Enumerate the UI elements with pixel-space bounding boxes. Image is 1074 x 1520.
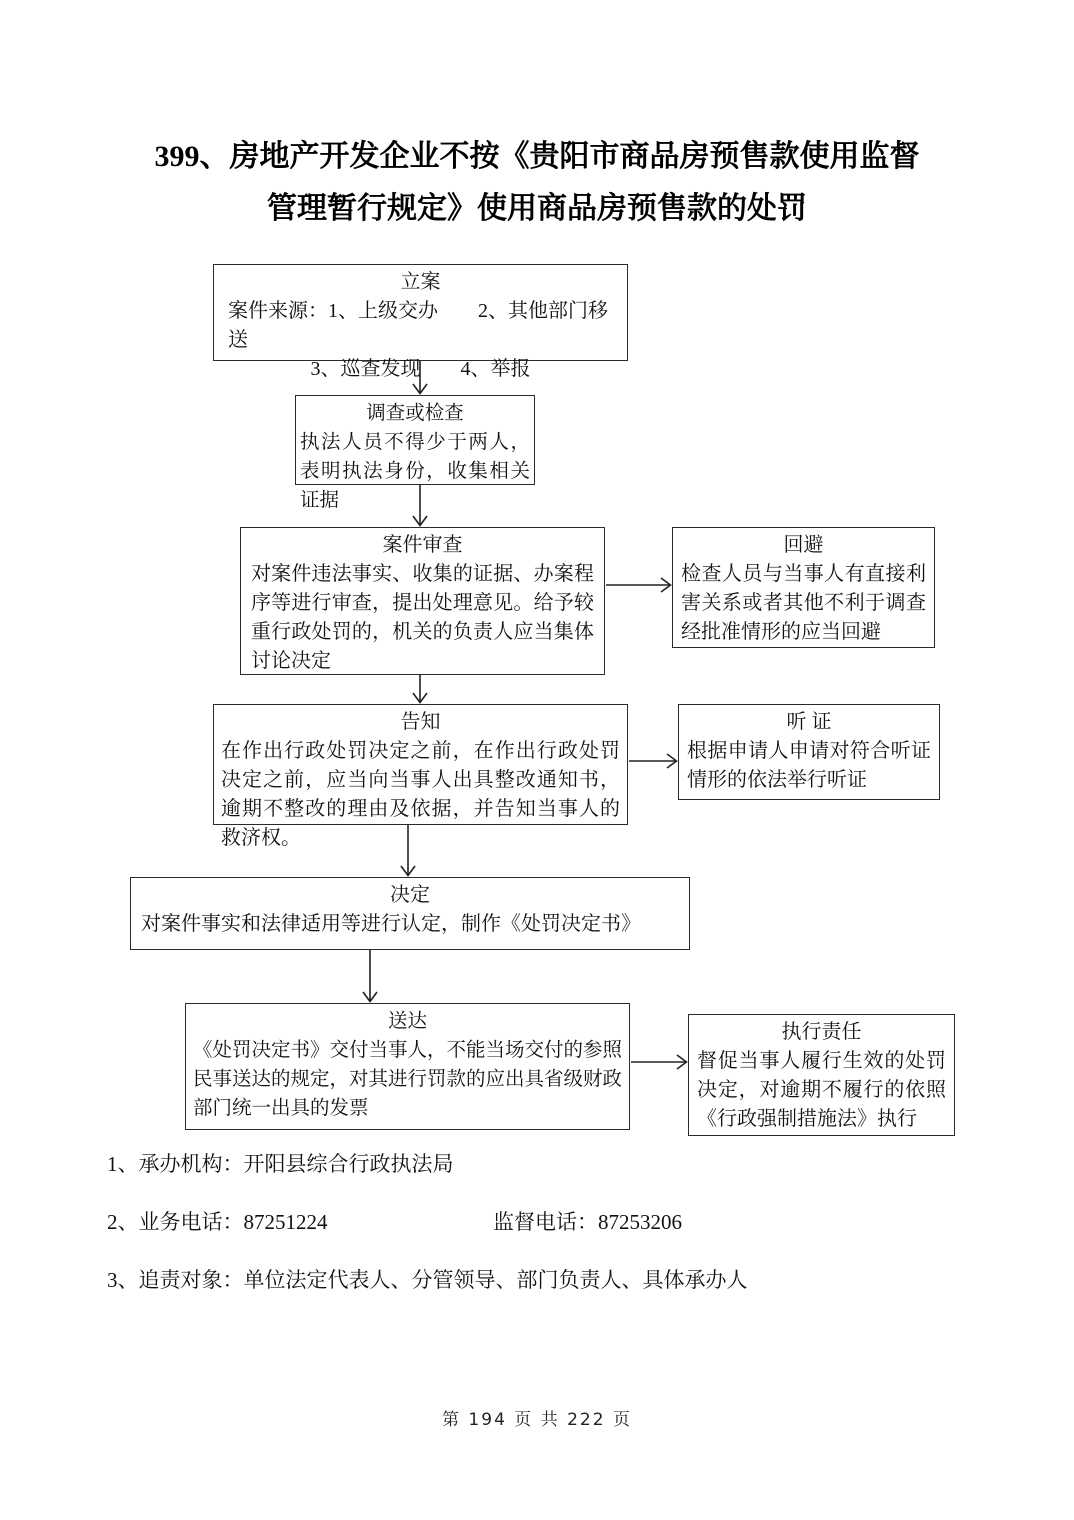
flow-box-decision-body: 对案件事实和法律适用等进行认定，制作《处罚决定书》 (141, 913, 641, 935)
flow-box-recusal (672, 527, 935, 648)
page-title (0, 131, 1074, 235)
flow-box-case-review-body: 对案件违法事实、收集的证据、办案程序等进行审查，提出处理意见。给予较重行政处罚的，机关的负责人应当集体讨论决定 (251, 563, 594, 672)
arrow-down-3 (409, 675, 431, 704)
flow-box-investigation (295, 395, 535, 511)
flow-box-recusal-title: 回避 (783, 534, 824, 556)
page-title-line2: 管理暂行规定》使用商品房预售款的处罚 (267, 192, 807, 225)
flow-box-enforcement-body: 督促当事人履行生效的处罚决定，对逾期不履行的依照《行政强制措施法》执行 (697, 1050, 946, 1130)
flow-box-decision-title: 决定 (390, 884, 430, 906)
flow-box-notification (213, 704, 628, 849)
flow-box-case-review (240, 527, 605, 675)
flow-box-decision (130, 877, 690, 950)
flow-box-case-review-title: 案件审查 (382, 534, 463, 556)
arrow-down-4 (397, 825, 419, 877)
flow-box-delivery-body: 《处罚决定书》交付当事人，不能当场交付的参照民事送达的规定，对其进行罚款的应出具省级财政部门统一出具的发票 (193, 1040, 623, 1119)
flow-box-enforcement-title: 执行责任 (781, 1021, 862, 1043)
flow-box-filing-sources: 案件来源：1、上级交办 2、其他部门移送 (228, 300, 608, 351)
flow-box-recusal-body: 检查人员与当事人有直接利害关系或者其他不利于调查经批准情形的应当回避 (681, 563, 926, 643)
flow-box-enforcement (688, 1014, 955, 1136)
flow-box-investigation-body: 执法人员不得少于两人，表明执法身份，收集相关证据 (300, 432, 530, 511)
flow-box-delivery-title: 送达 (387, 1011, 427, 1032)
flow-box-filing (213, 264, 628, 380)
flow-box-hearing (678, 704, 940, 800)
arrow-right-2 (629, 750, 678, 772)
arrow-down-1 (409, 361, 431, 395)
info-agency: 1、承办机构：开阳县综合行政执法局 (107, 1152, 454, 1176)
arrow-down-2 (409, 485, 431, 527)
page-title-line1: 399、房地产开发企业不按《贵阳市商品房预售款使用监督 (154, 140, 920, 173)
flow-box-hearing-body: 根据申请人申请对符合听证情形的依法举行听证 (687, 740, 931, 791)
flow-box-notification-title: 告知 (400, 711, 441, 733)
flow-box-delivery (185, 1003, 630, 1130)
flow-box-filing-sources2: 3、巡查发现 4、举报 (310, 358, 531, 380)
page-footer: 第 194 页 共 222 页 (442, 1410, 632, 1430)
flow-box-hearing-title: 听 证 (786, 711, 832, 733)
flow-box-investigation-title: 调查或检查 (366, 403, 464, 424)
arrow-right-1 (606, 574, 672, 596)
arrow-right-3 (631, 1051, 688, 1073)
info-accountability: 3、追责对象：单位法定代表人、分管领导、部门负责人、具体承办人 (107, 1268, 748, 1292)
flow-box-filing-title: 立案 (400, 271, 441, 293)
info-business-phone: 2、业务电话：87251224 (107, 1210, 328, 1234)
info-supervision-phone: 监督电话：87253206 (493, 1210, 682, 1234)
flow-box-notification-body: 在作出行政处罚决定之前，在作出行政处罚决定之前，应当向当事人出具整改通知书，逾期不整改的理由及依据，并告知当事人的救济权。 (221, 740, 620, 849)
arrow-down-5 (359, 950, 381, 1003)
